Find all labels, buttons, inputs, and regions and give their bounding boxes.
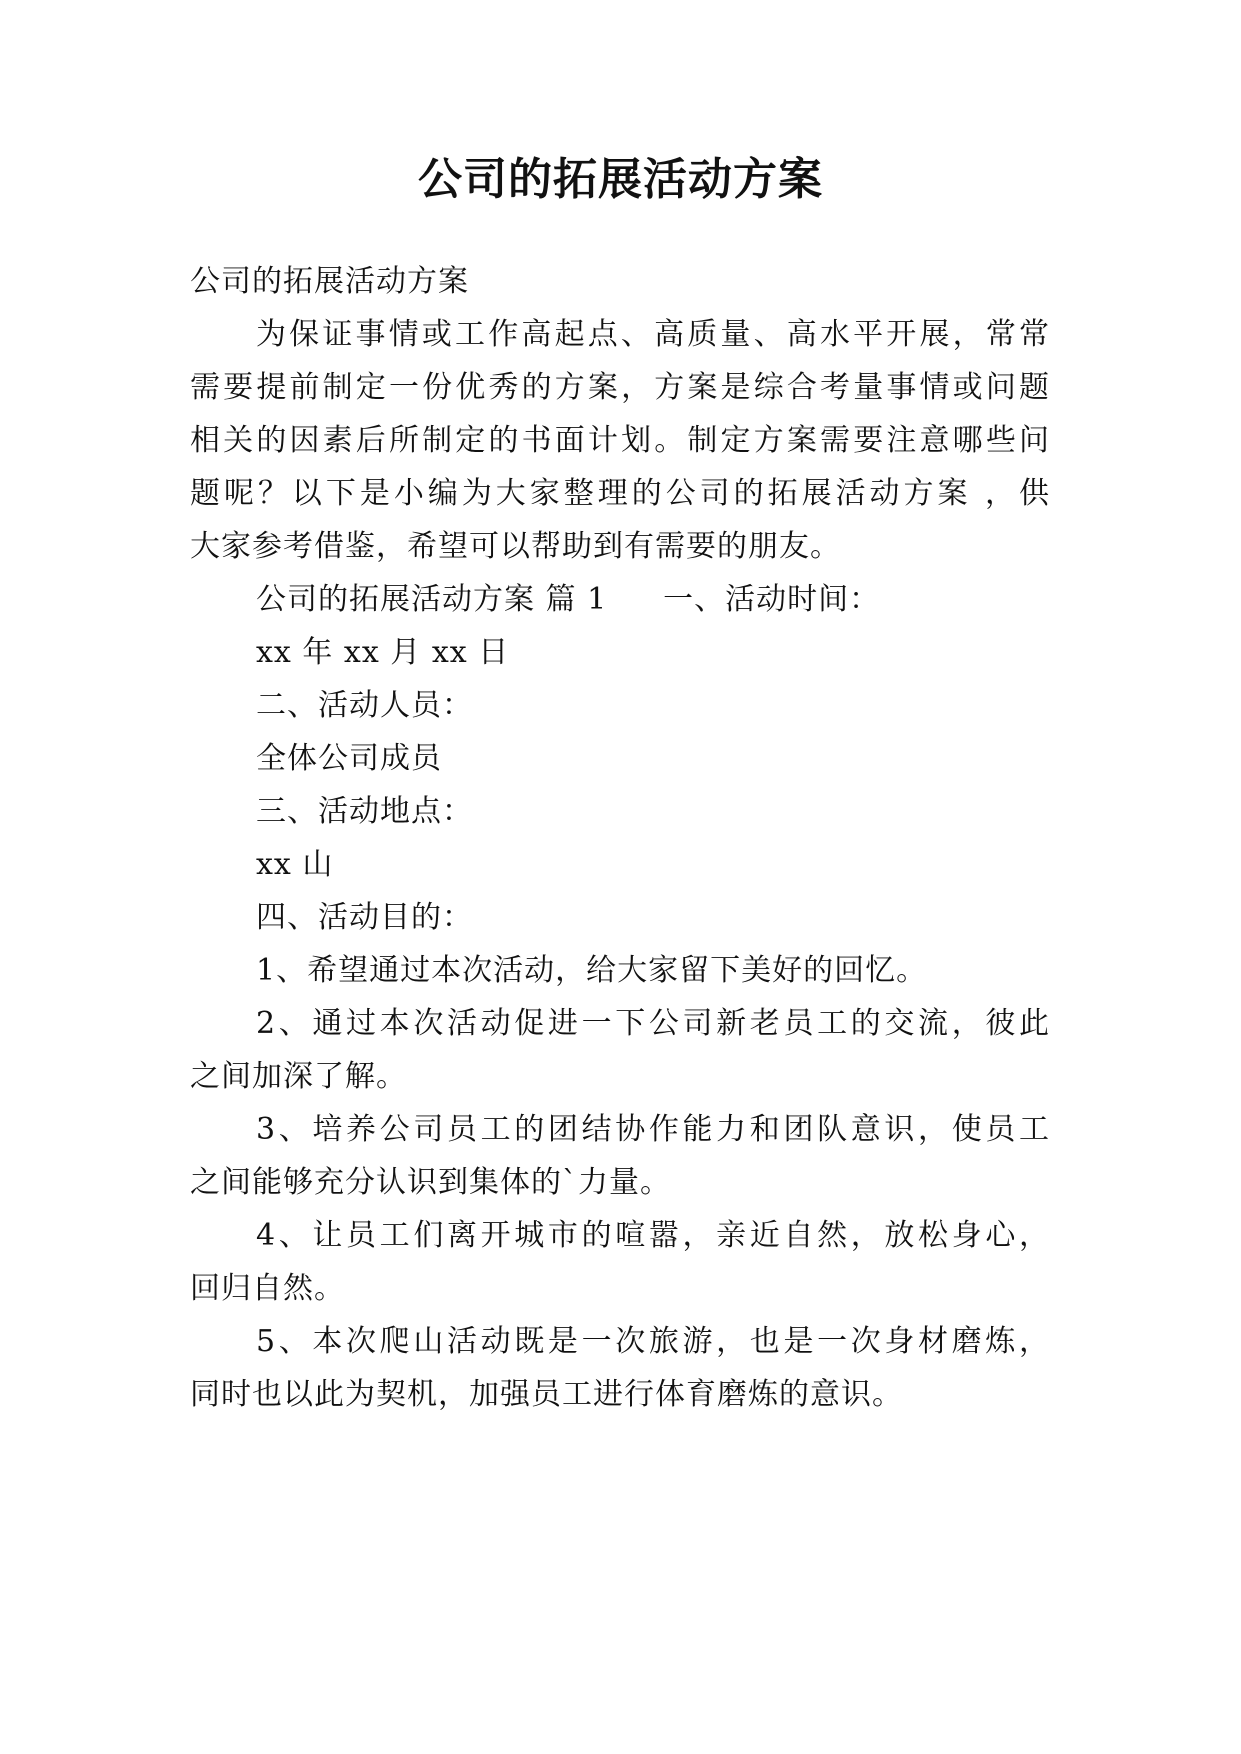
intro-line-2: 需要提前制定一份优秀的方案，方案是综合考量事情或问题 (190, 370, 1050, 405)
purpose-line-8: 5、本次爬山活动既是一次旅游，也是一次身材磨炼， (256, 1324, 1050, 1359)
purpose-line-5: 之间能够充分认识到集体的`力量。 (190, 1165, 671, 1200)
document-subtitle: 公司的拓展活动方案 (190, 264, 469, 299)
purpose-line-2: 2、通过本次活动促进一下公司新老员工的交流，彼此 (256, 1006, 1050, 1041)
purpose-line-4: 3、培养公司员工的团结协作能力和团队意识，使员工 (256, 1112, 1050, 1147)
item2-value: 全体公司成员 (256, 741, 442, 776)
purpose-line-3: 之间加深了解。 (190, 1059, 407, 1094)
section-heading: 公司的拓展活动方案 篇 1 (256, 582, 608, 617)
intro-line-3: 相关的因素后所制定的书面计划。制定方案需要注意哪些问 (190, 423, 1050, 458)
purpose-line-9: 同时也以此为契机，加强员工进行体育磨炼的意识。 (190, 1377, 903, 1412)
item4-heading: 四、活动目的： (256, 900, 473, 935)
purpose-line-6: 4、让员工们离开城市的喧嚣，亲近自然，放松身心， (256, 1218, 1050, 1253)
section-heading-line (256, 580, 1050, 620)
intro-line-1: 为保证事情或工作高起点、高质量、高水平开展，常常 (256, 317, 1050, 352)
document-title: 公司的拓展活动方案 (418, 154, 823, 205)
intro-line-5: 大家参考借鉴，希望可以帮助到有需要的朋友。 (190, 529, 841, 564)
intro-line-4: 题呢？以下是小编为大家整理的公司的拓展活动方案 ，供 (190, 476, 1050, 511)
item1-value: xx 年 xx 月 xx 日 (256, 635, 510, 670)
item3-value: xx 山 (256, 847, 334, 882)
item3-heading: 三、活动地点： (256, 794, 473, 829)
item1-heading: 一、活动时间： (663, 582, 881, 617)
item2-heading: 二、活动人员： (256, 688, 473, 723)
purpose-line-7: 回归自然。 (190, 1271, 345, 1306)
purpose-line-1: 1、希望通过本次活动，给大家留下美好的回忆。 (256, 953, 928, 988)
